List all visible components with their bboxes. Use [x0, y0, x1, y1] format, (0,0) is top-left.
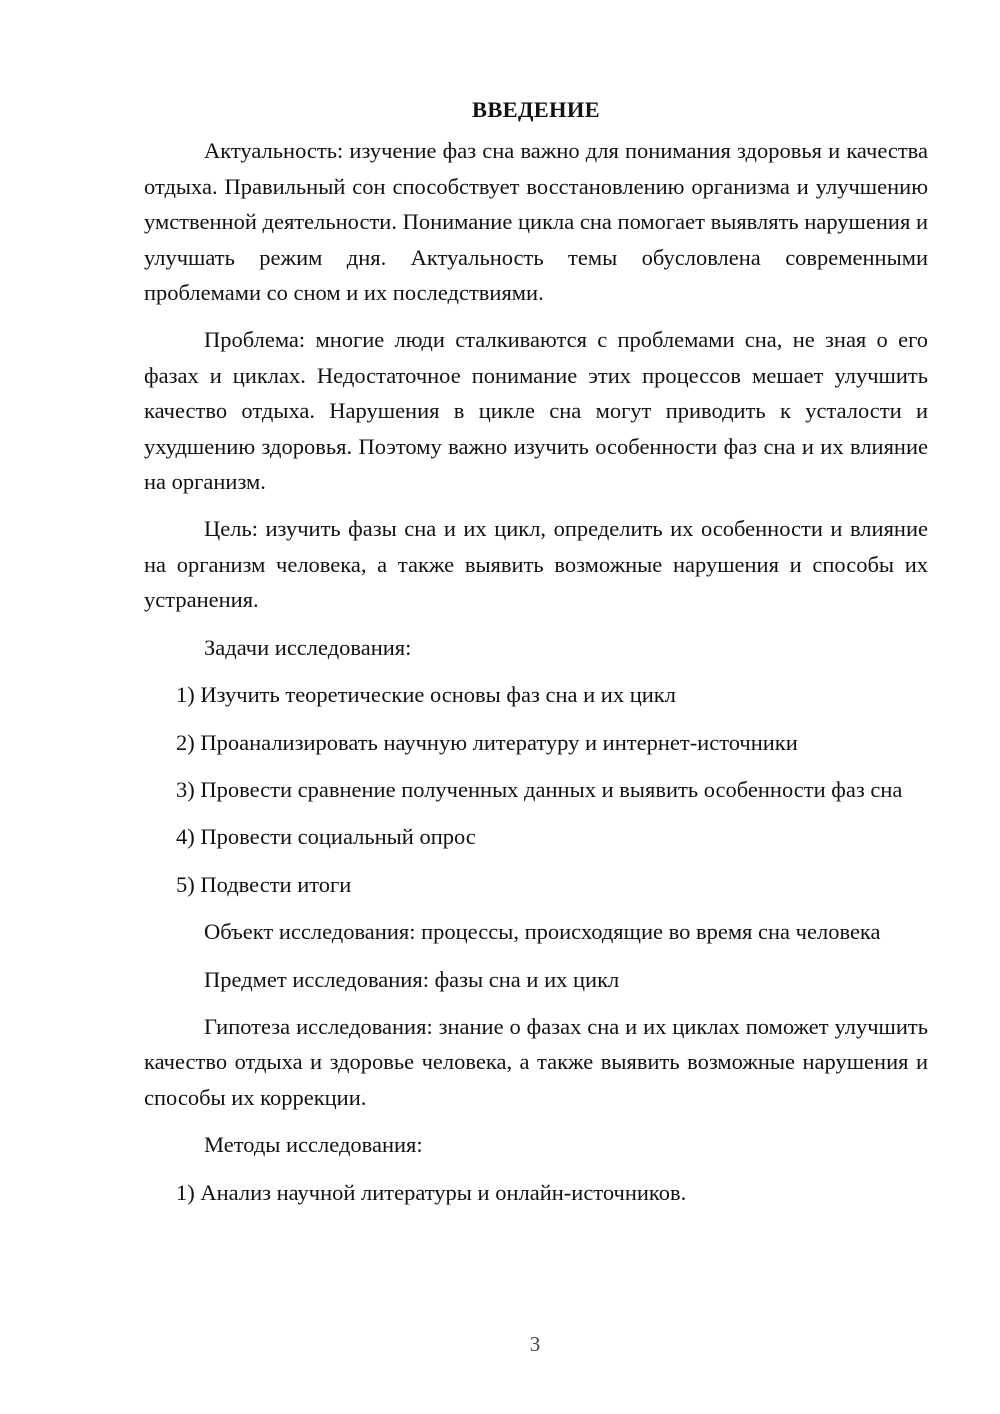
- page-content: [144, 92, 928, 1222]
- tasks-heading: Задачи исследования:: [204, 634, 412, 660]
- subject-paragraph: Предмет исследования: фазы сна и их цикл: [204, 966, 620, 992]
- task-item-4: 4) Провести социальный опрос: [176, 824, 476, 850]
- section-title: ВВЕДЕНИЕ: [472, 97, 600, 122]
- problem-paragraph: Проблема: многие люди сталкиваются с проблемами сна, не зная о его фазах и циклах. Недостаточное понимание этих процессов мешает улучшить качество отдыха. Нарушения в цикле сна могут приводить к усталости и ухудшению здоровья. Поэтому важно изучить особенности фаз сна и их влияние на организм.: [144, 327, 928, 495]
- hypothesis-paragraph: Гипотеза исследования: знание о фазах сна и их циклах поможет улучшить качество отдыха и здоровье человека, а также выявить возможные нарушения и способы их коррекции.: [144, 1013, 928, 1110]
- task-item-3: 3) Провести сравнение полученных данных и выявить особенности фаз сна: [176, 776, 903, 802]
- method-item-1: 1) Анализ научной литературы и онлайн-источников.: [176, 1179, 687, 1205]
- task-item-2: 2) Проанализировать научную литературу и интернет-источники: [176, 729, 798, 755]
- methods-heading: Методы исследования:: [204, 1132, 423, 1158]
- task-item-5: 5) Подвести итоги: [176, 871, 352, 897]
- task-item-1: 1) Изучить теоретические основы фаз сна и их цикл: [176, 682, 676, 708]
- relevance-paragraph: Актуальность: изучение фаз сна важно для понимания здоровья и качества отдыха. Правильный сон способствует восстановлению организма и улучшению умственной деятельности. Понимание цикла сна помогает выявлять нарушения и улучшать режим дня. Актуальность темы обусловлена современными проблемами со сном и их последствиями.: [144, 138, 928, 306]
- goal-paragraph: Цель: изучить фазы сна и их цикл, определить их особенности и влияние на организм человека, а также выявить возможные нарушения и способы их устранения.: [144, 516, 928, 613]
- object-paragraph: Объект исследования: процессы, происходящие во время сна человека: [204, 919, 881, 945]
- page-number: 3: [529, 1332, 541, 1356]
